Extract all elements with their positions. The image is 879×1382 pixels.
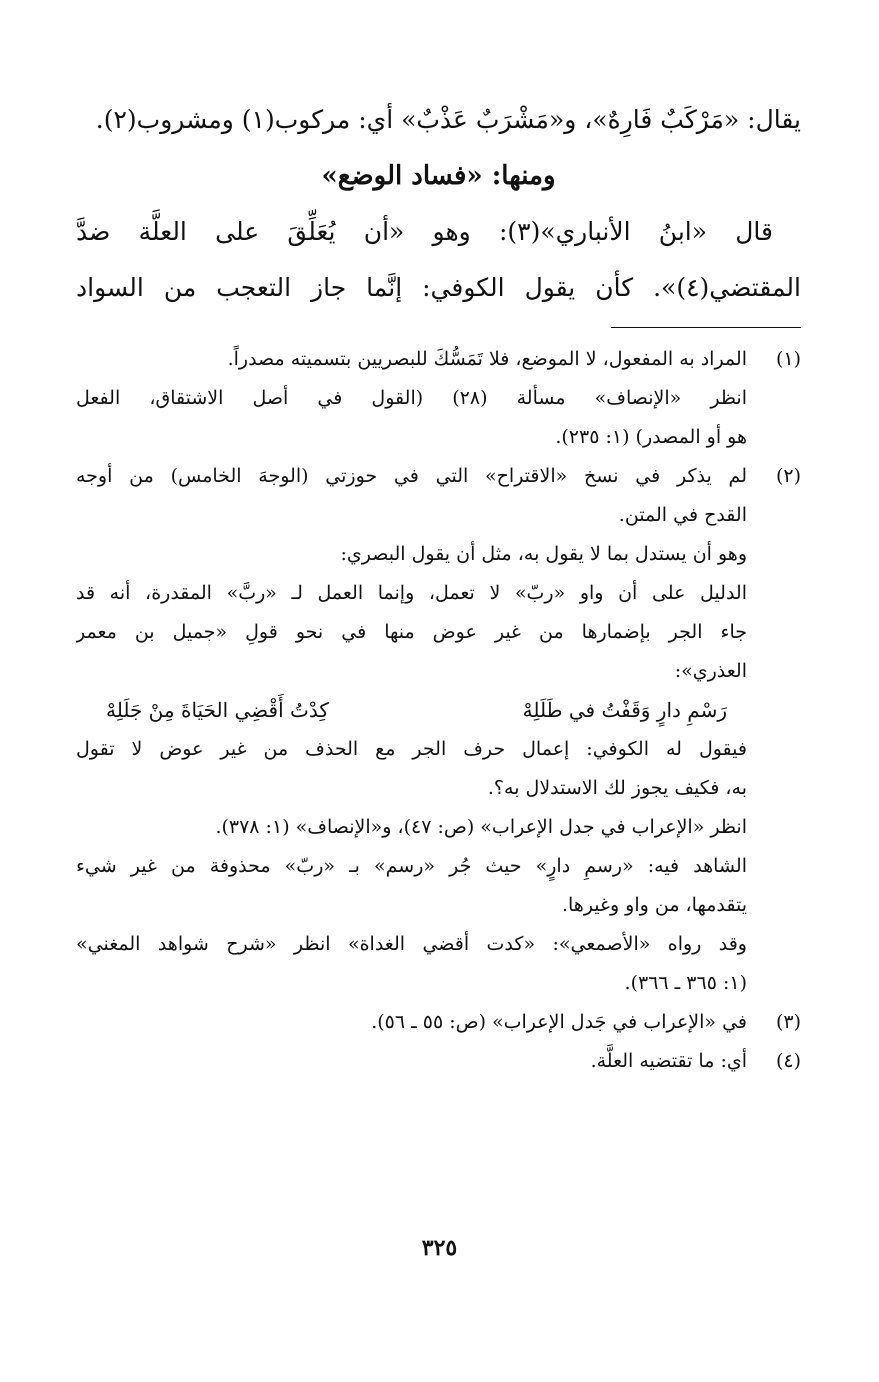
footnote-line: فيقول له الكوفي: إعمال حرف الجر مع الحذف من غير عوض لا تقول bbox=[76, 738, 747, 760]
main-line-1: يقال: «مَرْكَبٌ فَارِهٌ»، و«مَشْرَبٌ عَذْبٌ» أي: مركوب(١) ومشروب(٢). bbox=[95, 105, 801, 134]
footnote-number: (٤) bbox=[775, 1050, 801, 1072]
footnote-line: وقد رواه «الأصمعي»: «كدت أقضي الغداة» انظر «شرح شواهد المغني» bbox=[76, 933, 747, 955]
footnote-line: القدح في المتن. bbox=[618, 504, 747, 526]
footnote-line: انظر «الإعراب في جدل الإعراب» (ص: ٤٧)، و«الإنصاف» (١: ٣٧٨). bbox=[215, 816, 747, 838]
footnote-line: الدليل على أن واو «ربّ» لا تعمل، وإنما العمل لـ «ربَّ» المقدرة، أنه قد bbox=[76, 582, 747, 604]
footnote-number: (٢) bbox=[775, 465, 801, 487]
footnotes bbox=[76, 340, 801, 1081]
main-paragraph-line-2: المقتضي(٤)». كأن يقول الكوفي: إنَّما جاز التعجب من السواد bbox=[76, 273, 801, 302]
footnote-line: الشاهد فيه: «رسمِ دارٍ» حيث جُر «رسم» بـ «ربّ» محذوفة من غير شيء bbox=[76, 855, 747, 877]
footnote-line: (١: ٣٦٥ ـ ٣٦٦). bbox=[624, 972, 747, 994]
footnote-divider bbox=[611, 327, 801, 328]
footnote-number: (١) bbox=[775, 348, 801, 370]
footnote-line: في «الإعراب في جَدل الإعراب» (ص: ٥٥ ـ ٥٦). bbox=[371, 1011, 747, 1033]
footnote-line: يتقدمها، من واو وغيرها. bbox=[561, 894, 747, 916]
footnote-1 bbox=[76, 340, 801, 457]
verse-second-hemistich: كِدْتُ أَقْضِي الحَيَاةَ مِنْ جَلَلِهْ bbox=[106, 698, 329, 722]
footnote-line: جاء الجر بإضمارها من غير عوض منها في نحو قولِ «جميل بن معمر bbox=[76, 621, 747, 643]
footnote-line: أي: ما تقتضيه العلَّة. bbox=[590, 1050, 747, 1072]
footnote-4 bbox=[76, 1042, 801, 1081]
main-paragraph-line-1: قال «ابنُ الأنباري»(٣): وهو «أن يُعَلِّقَ على العلَّة ضدَّ bbox=[76, 217, 773, 246]
footnote-line: لم يذكر في نسخ «الاقتراح» التي في حوزتي (الوجهَ الخامس) من أوجه bbox=[76, 465, 747, 487]
section-heading: ومنها: «فساد الوضع» bbox=[321, 161, 556, 191]
footnote-3 bbox=[76, 1003, 801, 1042]
footnote-line: المراد به المفعول، لا الموضع، فلا تَمَسُّكَ للبصريين بتسميته مصدراً. bbox=[227, 348, 747, 370]
footnote-line: هو أو المصدر) (١: ٢٣٥). bbox=[555, 426, 747, 448]
page-number: ٣٢٥ bbox=[421, 1235, 458, 1261]
footnote-line: العذري»: bbox=[674, 660, 747, 682]
footnote-number: (٣) bbox=[775, 1011, 801, 1033]
footnote-line: انظر «الإنصاف» مسألة (٢٨) (القول في أصل الاشتقاق، الفعل bbox=[76, 387, 747, 409]
main-text bbox=[76, 92, 801, 316]
footnote-line: وهو أن يستدل بما لا يقول به، مثل أن يقول البصري: bbox=[340, 543, 747, 565]
footnote-line: به، فكيف يجوز لك الاستدلال به؟. bbox=[487, 777, 747, 799]
verse-first-hemistich: رَسْمِ دارٍ وَقَفْتُ في طَلَلِهْ bbox=[522, 698, 727, 722]
poetry-verse bbox=[76, 691, 747, 730]
footnote-2 bbox=[76, 457, 801, 1003]
